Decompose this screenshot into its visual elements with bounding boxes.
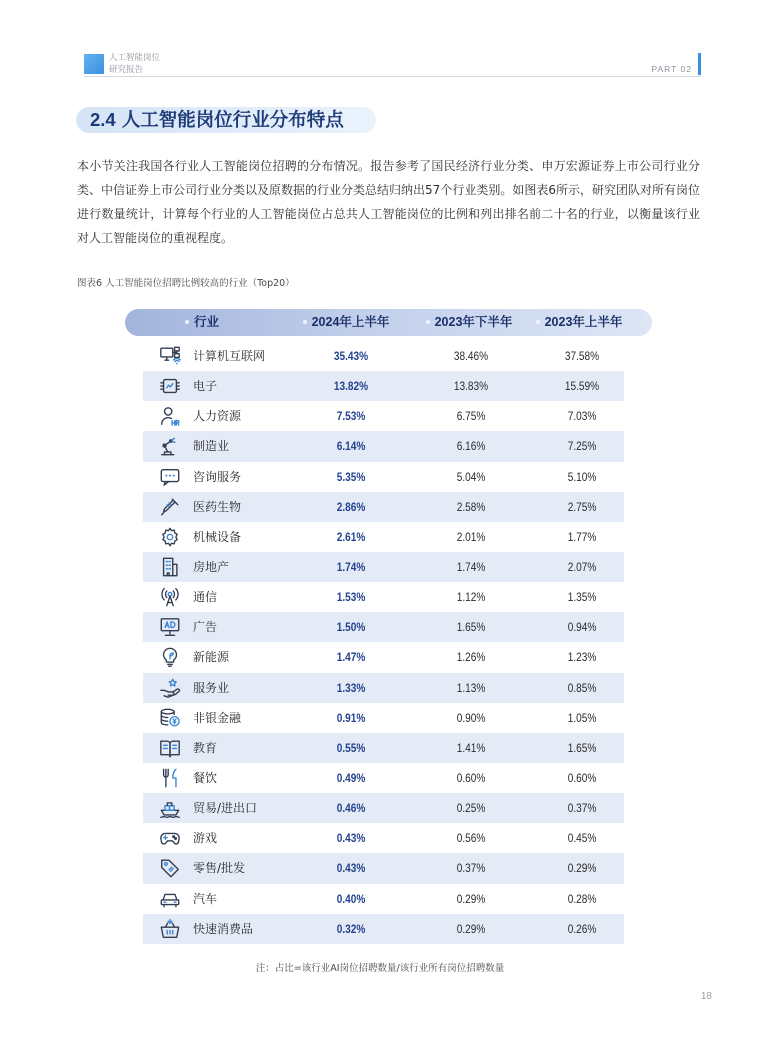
share-2024-h1: 1.47% [336, 650, 366, 665]
share-2024-h1: 0.46% [336, 801, 366, 816]
table-row [143, 552, 624, 582]
hr-person-icon [159, 405, 181, 427]
column-header-label: 2023年上半年 [544, 315, 623, 329]
price-tag-icon [159, 857, 181, 879]
paragraph-line: 本小节关注我国各行业人工智能岗位招聘的分布情况。报告参考了国民经济行业分类、申万宏源证券上市公司行业分 [77, 159, 700, 173]
intro-paragraph [77, 154, 700, 250]
share-2023-h2: 1.12% [456, 590, 486, 605]
table-row [143, 341, 624, 371]
table-row [143, 823, 624, 853]
industry-name: 咨询服务 [193, 469, 242, 484]
share-2023-h1: 37.58% [564, 349, 600, 363]
industry-name: 贸易/进出口 [193, 801, 258, 816]
share-2024-h1: 0.43% [336, 831, 366, 846]
brand-logo [84, 54, 104, 74]
share-2023-h2: 1.65% [456, 620, 486, 635]
lightbulb-leaf-icon [159, 646, 181, 668]
part-label: PART 02 [651, 64, 692, 74]
share-2023-h1: 1.65% [567, 740, 597, 755]
chat-bubble-icon [159, 466, 181, 488]
table-row [143, 703, 624, 733]
table-row [143, 763, 624, 793]
table-header [125, 309, 652, 336]
antenna-icon [159, 586, 181, 608]
column-header-2023-h1 [519, 309, 639, 336]
share-2023-h1: 0.94% [567, 620, 597, 635]
share-2023-h2: 2.01% [456, 529, 486, 544]
bullet-dot [303, 320, 307, 324]
car-icon [159, 888, 181, 910]
medicine-icon [159, 496, 181, 518]
industry-name: 人力资源 [193, 409, 242, 424]
ship-icon [159, 797, 181, 819]
industry-name: 服务业 [193, 680, 230, 695]
share-2024-h1: 1.33% [336, 680, 366, 695]
share-2023-h1: 1.35% [567, 590, 597, 605]
table-row [143, 612, 624, 642]
industry-name: 新能源 [193, 650, 230, 665]
header-divider [84, 76, 701, 77]
share-2023-h2: 0.25% [456, 801, 486, 816]
paragraph-line: 对人工智能岗位的重视程度。 [77, 231, 234, 245]
share-2024-h1: 0.49% [336, 770, 366, 785]
share-2024-h1: 1.50% [336, 620, 366, 635]
table-row [143, 884, 624, 914]
column-header-label: 2024年上半年 [311, 315, 390, 329]
ad-board-icon [159, 616, 181, 638]
share-2023-h1: 1.77% [567, 529, 597, 544]
table-row [143, 522, 624, 552]
share-2023-h2: 6.75% [456, 409, 486, 424]
book-icon [159, 737, 181, 759]
industry-name: 教育 [193, 740, 218, 755]
share-2024-h1: 13.82% [333, 379, 369, 394]
share-2024-h1: 0.32% [336, 921, 366, 936]
brand-block [109, 53, 160, 76]
share-2024-h1: 5.35% [336, 469, 366, 484]
share-2024-h1: 7.53% [336, 409, 366, 424]
industry-name: 餐饮 [193, 770, 218, 785]
industry-table [143, 341, 624, 944]
share-2023-h1: 0.37% [567, 801, 597, 816]
table-row [143, 371, 624, 401]
share-2023-h1: 0.45% [567, 831, 597, 846]
industry-name: 汽车 [193, 891, 218, 906]
table-row [143, 462, 624, 492]
share-2024-h1: 0.40% [336, 891, 366, 906]
share-2023-h2: 0.90% [456, 710, 486, 725]
industry-name: 通信 [193, 590, 218, 605]
column-header-label: 行业 [194, 315, 220, 329]
fork-knife-icon [159, 767, 181, 789]
share-2023-h1: 5.10% [567, 469, 597, 484]
share-2024-h1: 35.43% [333, 349, 369, 363]
share-2024-h1: 1.53% [336, 590, 366, 605]
share-2023-h1: 15.59% [564, 379, 600, 394]
bullet-dot [185, 320, 189, 324]
table-row [143, 401, 624, 431]
share-2024-h1: 2.61% [336, 529, 366, 544]
share-2023-h2: 13.83% [453, 379, 489, 394]
building-icon [159, 556, 181, 578]
part-marker [698, 53, 701, 75]
share-2023-h1: 7.03% [567, 409, 597, 424]
share-2024-h1: 0.55% [336, 740, 366, 755]
share-2023-h1: 1.05% [567, 710, 597, 725]
table-row [143, 853, 624, 883]
table-row [143, 914, 624, 944]
table-row [143, 673, 624, 703]
industry-name: 零售/批发 [193, 861, 246, 876]
gear-icon [159, 526, 181, 548]
brand-subtitle: 研究报告 [109, 64, 144, 75]
industry-name: 计算机互联网 [193, 349, 266, 363]
share-2023-h2: 5.04% [456, 469, 486, 484]
share-2023-h2: 1.26% [456, 650, 486, 665]
share-2023-h2: 0.37% [456, 861, 486, 876]
share-2023-h2: 0.29% [456, 921, 486, 936]
chip-icon [159, 375, 181, 397]
share-2023-h2: 6.16% [456, 439, 486, 454]
column-header-industry [185, 309, 219, 336]
share-2023-h2: 0.56% [456, 831, 486, 846]
column-header-2023-h2 [409, 309, 529, 336]
industry-name: 医药生物 [193, 499, 242, 514]
share-2023-h1: 2.07% [567, 559, 597, 574]
industry-name: 游戏 [193, 831, 218, 846]
coins-icon [159, 707, 181, 729]
table-row [143, 492, 624, 522]
section-number: 2.4 [90, 109, 116, 130]
share-2023-h2: 1.13% [456, 680, 486, 695]
column-header-label: 2023年下半年 [434, 315, 513, 329]
share-2023-h2: 0.29% [456, 891, 486, 906]
share-2023-h1: 0.60% [567, 770, 597, 785]
industry-name: 非银金融 [193, 710, 242, 725]
share-2024-h1: 6.14% [336, 439, 366, 454]
share-2023-h2: 0.60% [456, 770, 486, 785]
robot-arm-icon [159, 435, 181, 457]
industry-name: 制造业 [193, 439, 230, 454]
share-2024-h1: 1.74% [336, 559, 366, 574]
section-heading [76, 107, 376, 133]
column-header-2024-h1 [286, 309, 406, 336]
share-2023-h1: 0.28% [567, 891, 597, 906]
table-row [143, 733, 624, 763]
table-row [143, 582, 624, 612]
share-2024-h1: 0.91% [336, 710, 366, 725]
industry-name: 房地产 [193, 559, 230, 574]
share-2023-h1: 0.26% [567, 921, 597, 936]
share-2024-h1: 2.86% [336, 499, 366, 514]
share-2023-h2: 2.58% [456, 499, 486, 514]
table-row [143, 793, 624, 823]
share-2024-h1: 0.43% [336, 861, 366, 876]
paragraph-line: 类、中信证券上市公司行业分类以及原数据的行业分类总结归纳出57个行业类别。如图表6所示，研究团队对所有岗位 [77, 183, 700, 197]
bullet-dot [426, 320, 430, 324]
basket-icon [159, 918, 181, 940]
page-number: 18 [700, 991, 712, 1002]
computer-network-icon [159, 345, 181, 367]
hand-star-icon [159, 677, 181, 699]
section-heading-text [90, 107, 344, 133]
table-row [143, 642, 624, 672]
share-2023-h1: 0.85% [567, 680, 597, 695]
industry-name: 广告 [193, 620, 218, 635]
share-2023-h1: 0.29% [567, 861, 597, 876]
share-2023-h1: 2.75% [567, 499, 597, 514]
industry-name: 快速消费品 [193, 921, 254, 936]
industry-name: 机械设备 [193, 529, 242, 544]
brand-title: 人工智能岗位 [109, 53, 161, 63]
industry-name: 电子 [193, 379, 218, 394]
share-2023-h2: 38.46% [453, 349, 489, 363]
table-row [143, 431, 624, 461]
share-2023-h2: 1.74% [456, 559, 486, 574]
section-title: 人工智能岗位行业分布特点 [121, 110, 344, 131]
paragraph-line: 进行数量统计，计算每个行业的人工智能岗位占总共人工智能岗位的比例和列出排名前二十名的行业，以衡量该行业 [77, 207, 700, 221]
table-note: 注：占比=该行业AI岗位招聘数量/该行业所有岗位招聘数量 [255, 963, 505, 974]
figure-caption: 图表6 人工智能岗位招聘比例较高的行业（Top20） [77, 278, 295, 289]
gamepad-icon [159, 827, 181, 849]
share-2023-h1: 1.23% [567, 650, 597, 665]
share-2023-h1: 7.25% [567, 439, 597, 454]
bullet-dot [536, 320, 540, 324]
share-2023-h2: 1.41% [456, 740, 486, 755]
